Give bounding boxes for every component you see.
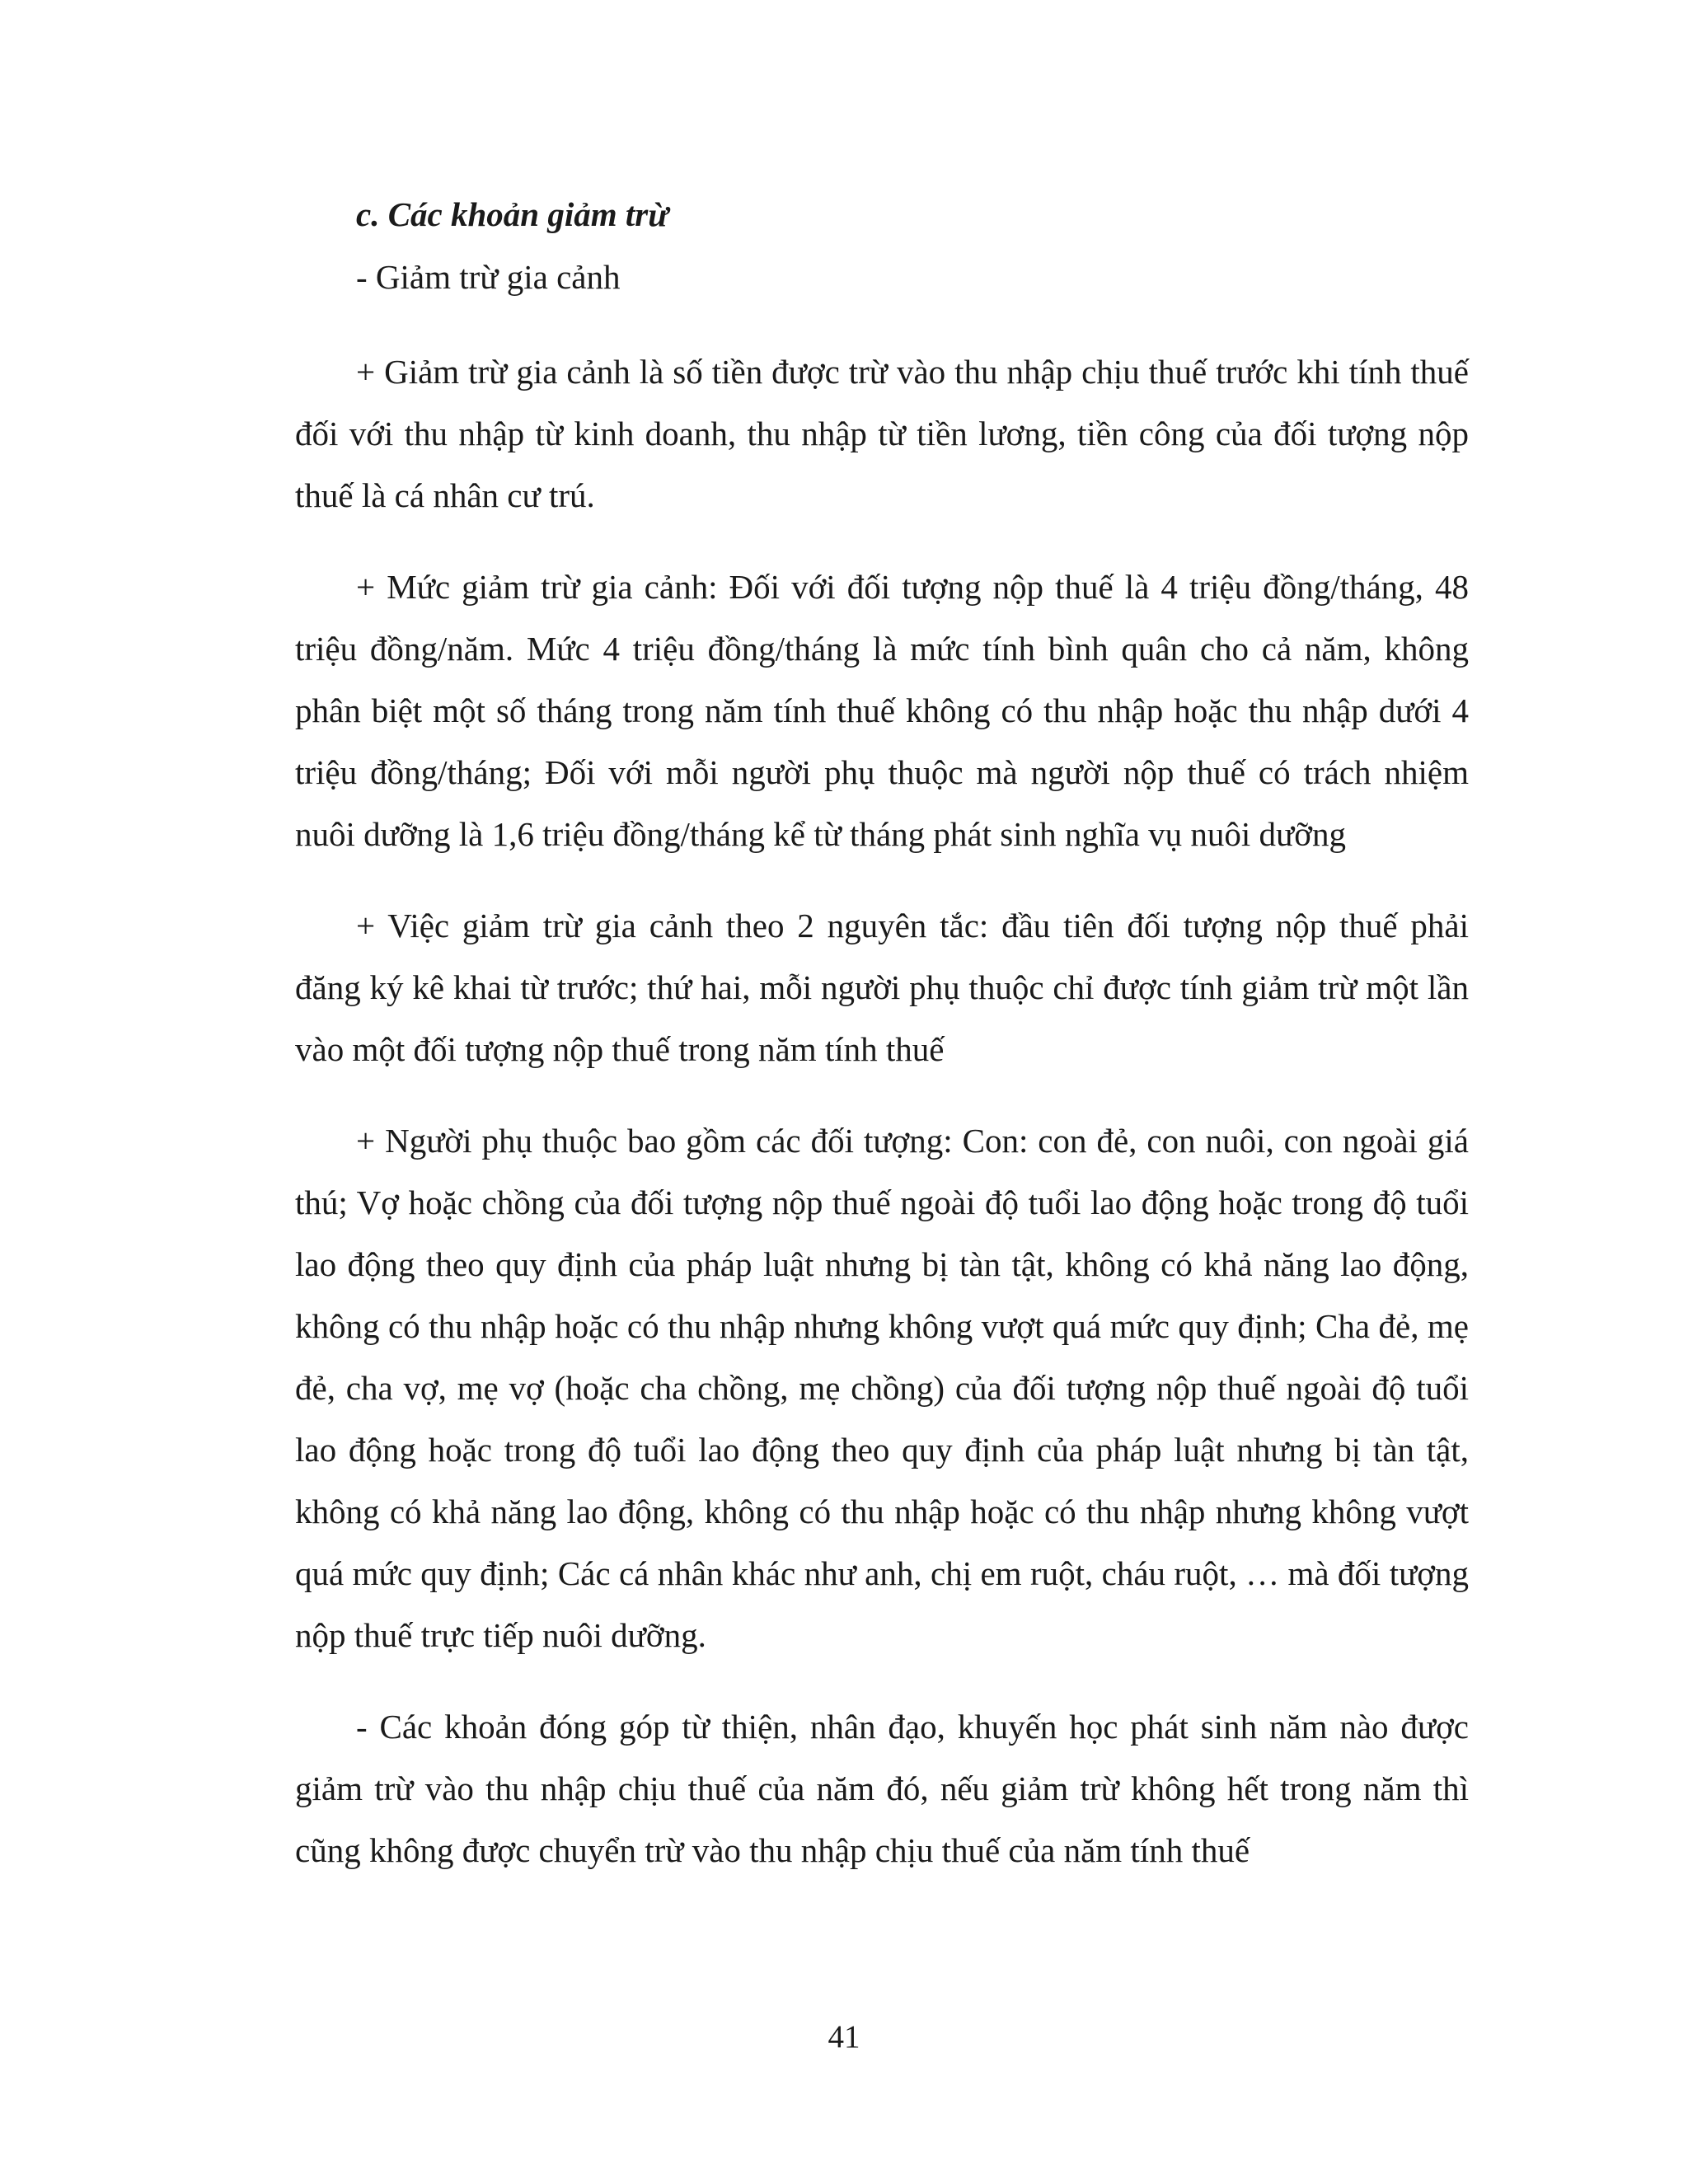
page-content — [295, 183, 1469, 1882]
page-number: 41 — [828, 2019, 860, 2055]
section-heading: c. Các khoản giảm trừ — [356, 195, 668, 233]
paragraph-charity: - Các khoản đóng góp từ thiện, nhân đạo, khuyến học phát sinh năm nào được giảm trừ vào thu nhập chịu thuế của năm đó, nếu giảm trừ không hết trong năm thì cũng không được chuyển trừ vào thu nhập chịu thuế của năm tính thuế — [295, 1708, 1469, 1869]
paragraph-dependents: + Người phụ thuộc bao gồm các đối tượng: Con: con đẻ, con nuôi, con ngoài giá thú; Vợ hoặc chồng của đối tượng nộp thuế ngoài độ tuổi lao động hoặc trong độ tuổi lao động theo quy định của pháp luật nhưng bị tàn tật, không có khả năng lao động, không có thu nhập hoặc có thu nhập nhưng không vượt quá mức quy định; Cha đẻ, mẹ đẻ, cha vợ, mẹ vợ (hoặc cha chồng, mẹ chồng) của đối tượng nộp thuế ngoài độ tuổi lao động hoặc trong độ tuổi lao động theo quy định của pháp luật nhưng bị tàn tật, không có khả năng lao động, không có thu nhập hoặc có thu nhập nhưng không vượt quá mức quy định; Các cá nhân khác như anh, chị em ruột, cháu ruột, … mà đối tượng nộp thuế trực tiếp nuôi dưỡng. — [295, 1122, 1469, 1654]
subsection-heading: - Giảm trừ gia cảnh — [356, 258, 621, 296]
paragraph-principles: + Việc giảm trừ gia cảnh theo 2 nguyên tắc: đầu tiên đối tượng nộp thuế phải đăng ký kê khai từ trước; thứ hai, mỗi người phụ thuộc chỉ được tính giảm trừ một lần vào một đối tượng nộp thuế trong năm tính thuế — [295, 907, 1469, 1068]
paragraph-definition: + Giảm trừ gia cảnh là số tiền được trừ vào thu nhập chịu thuế trước khi tính thuế đối với thu nhập từ kinh doanh, thu nhập từ tiền lương, tiền công của đối tượng nộp thuế là cá nhân cư trú. — [295, 353, 1469, 514]
paragraph-deduction-level: + Mức giảm trừ gia cảnh: Đối với đối tượng nộp thuế là 4 triệu đồng/tháng, 48 triệu đồng/năm. Mức 4 triệu đồng/tháng là mức tính bình quân cho cả năm, không phân biệt một số tháng trong năm tính thuế không có thu nhập hoặc thu nhập dưới 4 triệu đồng/tháng; Đối với mỗi người phụ thuộc mà người nộp thuế có trách nhiệm nuôi dưỡng là 1,6 triệu đồng/tháng kể từ tháng phát sinh nghĩa vụ nuôi dưỡng — [295, 568, 1469, 853]
